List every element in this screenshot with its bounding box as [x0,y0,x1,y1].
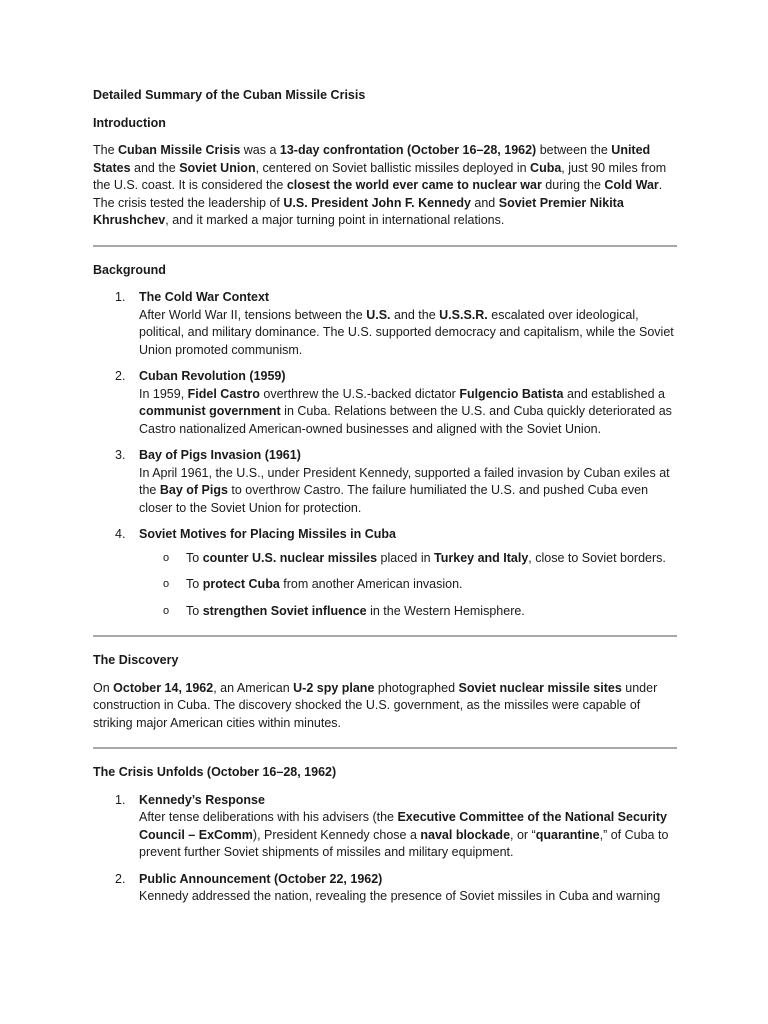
item-title: Public Announcement (October 22, 1962) [139,871,383,886]
bold-text: U-2 spy plane [293,680,375,695]
intro-heading: Introduction [93,115,166,130]
document-title: Detailed Summary of the Cuban Missile Crisis [93,88,366,102]
item-number: 1. [115,290,126,304]
crisis-heading: The Crisis Unfolds (October 16–28, 1962) [93,765,337,779]
bold-text: 13-day confrontation (October 16–28, 1962) [279,143,537,157]
list-item [93,526,678,620]
sub-item-text: To counter U.S. nuclear missiles placed in Turkey and Italy, close to Soviet borders. [186,550,666,565]
sub-list [139,550,678,621]
bold-text: strengthen Soviet influence [202,603,367,618]
section-divider [93,245,677,247]
sub-list-item [139,603,678,621]
bold-text: U.S.S.R. [439,307,488,322]
item-body: In 1959, Fidel Castro overthrew the U.S.-backed dictator Fulgencio Batista and established a communist government in Cuba. Relations between the U.S. and Cuba quickly deteriorated as Castro nationalized American-owned businesses and aligned with the Soviet Union. [139,386,672,436]
bold-text: Soviet nuclear missile sites [458,680,622,695]
bold-text: U.S. President John F. Kennedy [283,195,471,210]
list-item [93,447,678,517]
bullet-icon: o [163,551,170,564]
bold-text: Cuba [530,160,562,175]
list-item [93,792,678,862]
bold-text: Fulgencio Batista [459,386,564,401]
discovery-heading: The Discovery [93,653,179,667]
bold-text: Soviet Union [179,160,256,175]
item-body: Kennedy addressed the nation, revealing the presence of Soviet missiles in Cuba and warning [139,889,661,903]
bold-text: October 14, 1962 [113,680,214,695]
bold-text: United States [93,143,651,175]
list-item [93,368,678,438]
item-number: 2. [115,369,126,383]
item-title: The Cold War Context [139,290,270,304]
bullet-icon: o [163,604,170,617]
bold-text: Turkey and Italy [434,550,529,565]
background-heading: Background [93,262,166,277]
bold-text: U.S. [366,307,391,322]
bold-text: quarantine [535,827,600,842]
document-content [93,87,678,915]
sub-item-text: To protect Cuba from another American invasion. [186,577,463,591]
crisis-list [93,792,678,906]
bold-text: counter U.S. nuclear missiles [202,550,378,565]
bold-text: closest the world ever came to nuclear war [286,178,542,192]
intro-paragraph: The Cuban Missile Crisis was a 13-day confrontation (October 16–28, 1962) between the United States and the Soviet Union, centered on Soviet ballistic missiles deployed in Cuba, just 90 miles from the U.S. coast. It is considered the closest the world ever came to nuclear war during the Cold War. The crisis tested the leadership of U.S. President John F. Kennedy and Soviet Premier Nikita Khrushchev, and it marked a major turning point in international relations. [93,143,667,227]
item-number: 3. [115,448,126,462]
bold-text: Cuban Missile Crisis [118,143,241,157]
item-number: 1. [115,792,126,807]
item-title: Kennedy’s Response [139,792,265,807]
item-title: Bay of Pigs Invasion (1961) [139,448,301,462]
section-divider [93,747,677,749]
bold-text: Executive Committee of the National Security Council – ExComm [139,810,667,842]
bold-text: naval blockade [420,827,511,842]
section-divider [93,635,677,637]
sub-list-item [139,576,678,594]
background-list [93,289,678,620]
list-item [93,871,678,906]
bold-text: Cold War [604,178,659,192]
item-title: Cuban Revolution (1959) [139,369,286,383]
bold-text: communist government [139,404,281,418]
item-title: Soviet Motives for Placing Missiles in Cuba [139,527,397,541]
bullet-icon: o [163,578,170,590]
bold-text: Fidel Castro [187,386,260,401]
item-body: In April 1961, the U.S., under President Kennedy, supported a failed invasion by Cuban exiles at the Bay of Pigs to overthrow Castro. The failure humiliated the U.S. and pushed Cuba even closer to the Soviet Union for protection. [139,465,670,515]
sub-list-item [139,550,678,568]
sub-item-text: To strengthen Soviet influence in the Western Hemisphere. [186,603,525,618]
item-number: 2. [115,871,126,886]
discovery-paragraph: On October 14, 1962, an American U-2 spy plane photographed Soviet nuclear missile sites under construction in Cuba. The discovery shocked the U.S. government, as the missiles were capable of striking major American cities within minutes. [93,680,658,730]
bold-text: Soviet Premier Nikita Khrushchev [93,195,624,227]
bold-text: Bay of Pigs [159,483,228,497]
bold-text: protect Cuba [202,577,280,591]
item-body: After tense deliberations with his advisers (the Executive Committee of the National Security Council – ExComm), President Kennedy chose a naval blockade, or “quarantine,” of Cuba to prevent further Soviet shipments of missiles and military equipment. [139,810,669,859]
item-body: After World War II, tensions between the U.S. and the U.S.S.R. escalated over ideological, political, and military dominance. The U.S. supported democracy and capitalism, while the Soviet Union promoted communism. [139,307,674,357]
item-number: 4. [115,527,126,541]
list-item [93,289,678,359]
